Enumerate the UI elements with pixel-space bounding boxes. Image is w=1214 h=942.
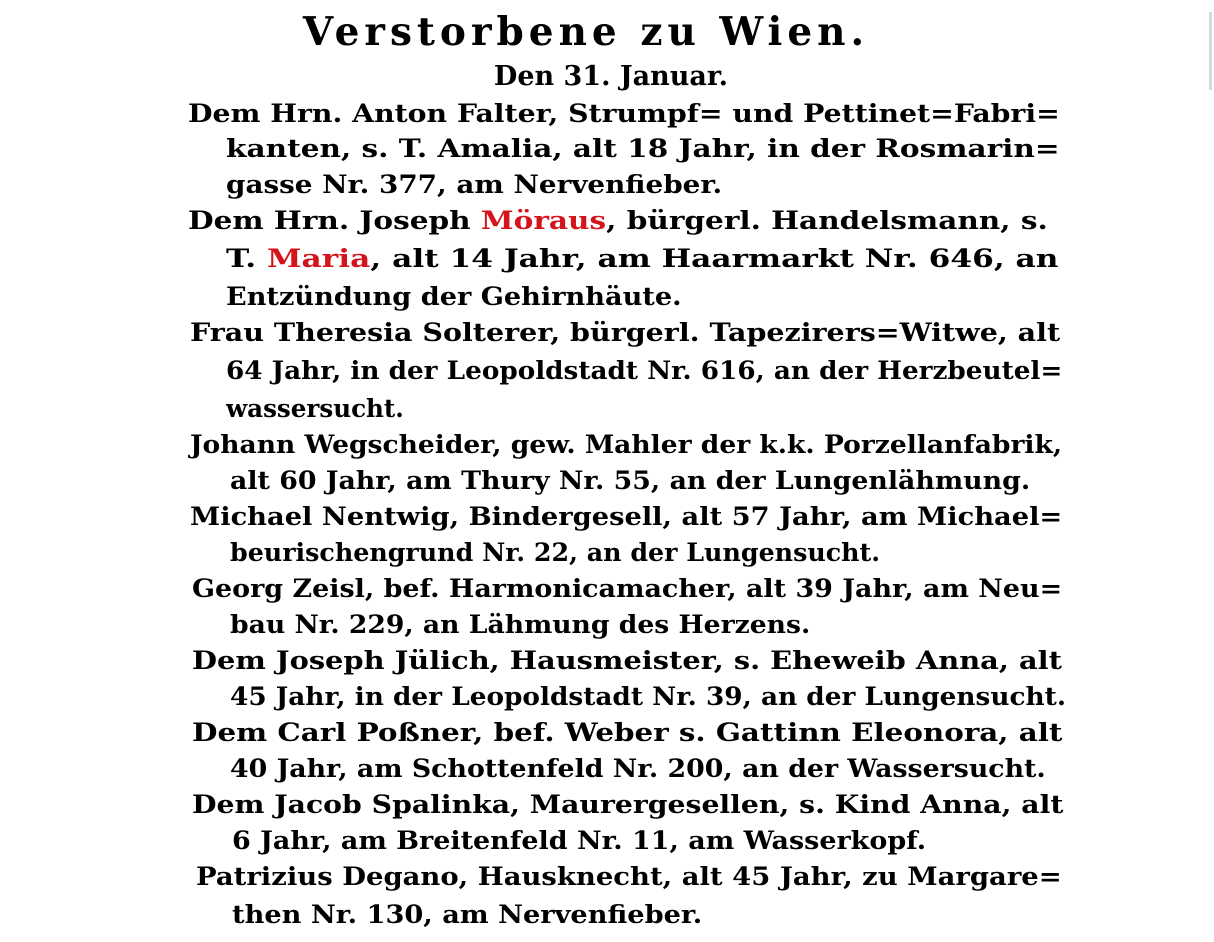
notice-line	[190, 427, 1062, 463]
notice-line	[192, 787, 1063, 823]
notice-line	[192, 715, 1062, 751]
notice-text: wassersucht.	[226, 394, 404, 423]
notice-line	[196, 859, 1062, 895]
notice-text: 40 Jahr, am Schottenfeld Nr. 200, an der Wassersucht.	[230, 754, 1046, 783]
notice-line	[190, 499, 1062, 535]
notice-line	[232, 897, 702, 933]
notice-line	[230, 607, 810, 643]
notice-line	[226, 353, 1062, 389]
notice-line	[226, 241, 1059, 277]
notice-text: kanten, s. T. Amalia, alt 18 Jahr, in der Rosmarin=	[226, 134, 1060, 163]
notice-text: Entzündung der Gehirnhäute.	[226, 282, 682, 311]
page-heading: Verstorbene zu Wien.	[302, 9, 870, 55]
notice-line	[192, 571, 1062, 607]
notice-line	[226, 131, 1060, 167]
notice-line	[230, 751, 1046, 787]
notice-line	[192, 643, 1062, 679]
notice-text: , bürgerl. Handelsmann, s.	[606, 206, 1048, 235]
notice-line	[230, 535, 880, 571]
notice-line	[232, 823, 926, 859]
notice-line	[230, 679, 1066, 715]
notice-text: Dem Hrn. Joseph	[188, 206, 481, 235]
notice-line	[230, 463, 1030, 499]
date-heading: Den 31. Januar.	[493, 61, 729, 92]
notice-text: 45 Jahr, in der Leopoldstadt Nr. 39, an der Lungensucht.	[230, 682, 1067, 711]
notice-text: Michael Nentwig, Bindergesell, alt 57 Jahr, am Michael=	[190, 502, 1063, 531]
notice-line	[226, 167, 722, 203]
notice-text: 64 Jahr, in der Leopoldstadt Nr. 616, an der Herzbeutel=	[226, 356, 1063, 385]
notice-line	[226, 279, 682, 315]
notice-line	[188, 203, 1048, 239]
notice-text: Dem Carl Poßner, bef. Weber s. Gattinn Eleonora, alt	[192, 718, 1063, 747]
page-edge-mark	[1209, 12, 1212, 90]
notice-text: alt 60 Jahr, am Thury Nr. 55, an der Lungenlähmung.	[230, 466, 1031, 495]
notice-line	[188, 96, 1060, 132]
notice-text: , alt 14 Jahr, am Haarmarkt Nr. 646, an	[370, 244, 1059, 273]
notice-text: Georg Zeisl, bef. Harmonicamacher, alt 39 Jahr, am Neu=	[192, 574, 1063, 603]
highlighted-name: Maria	[266, 244, 371, 273]
notice-text: 6 Jahr, am Breitenfeld Nr. 11, am Wasserkopf.	[232, 826, 927, 855]
highlighted-name: Möraus	[480, 206, 607, 235]
notice-line	[226, 391, 404, 427]
notice-text: gasse Nr. 377, am Nervenfieber.	[226, 170, 723, 199]
notice-text: Johann Wegscheider, gew. Mahler der k.k. Porzellanfabrik,	[190, 430, 1063, 459]
notice-text: then Nr. 130, am Nervenfieber.	[232, 900, 703, 929]
notice-text: Dem Joseph Jülich, Hausmeister, s. Eheweib Anna, alt	[192, 646, 1062, 675]
notice-line	[190, 315, 1060, 351]
notice-text: Patrizius Degano, Hausknecht, alt 45 Jahr, zu Margare=	[196, 862, 1062, 891]
notice-text: Dem Jacob Spalinka, Maurergesellen, s. Kind Anna, alt	[192, 790, 1064, 819]
notice-text: Dem Hrn. Anton Falter, Strumpf= und Pettinet=Fabri=	[188, 99, 1060, 128]
notice-text: Frau Theresia Solterer, bürgerl. Tapezirers=Witwe, alt	[190, 318, 1061, 347]
notice-text: T.	[226, 244, 267, 273]
notice-text: beurischengrund Nr. 22, an der Lungensucht.	[230, 538, 881, 567]
notice-text: bau Nr. 229, an Lähmung des Herzens.	[230, 610, 811, 639]
